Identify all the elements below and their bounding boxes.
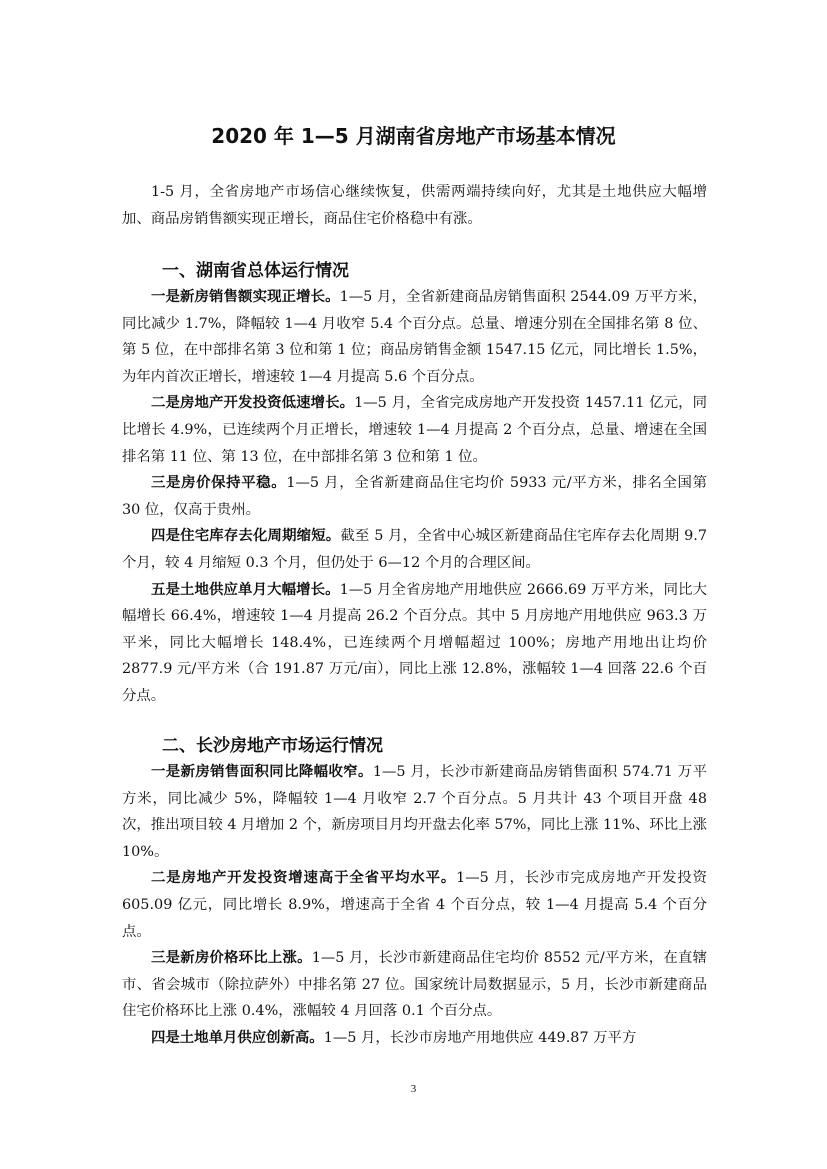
section-heading-hunan: 一、湖南省总体运行情况 <box>162 261 349 281</box>
document-title: 2020 年 1—5 月湖南省房地产市场基本情况 <box>211 124 616 148</box>
paragraph-text: 截至 5 月，全省中心城区新建商品住宅库存去化周期 9.7 个月，较 4 月缩短 0.3 个月，但仍处于 6—12 个月的合理区间。 <box>122 528 707 571</box>
paragraph-sales-area <box>122 759 707 865</box>
paragraph-sales-amount <box>122 284 707 390</box>
paragraph-land-supply <box>122 577 707 710</box>
intro-paragraph: 1-5 月，全省房地产市场信心继续恢复，供需两端持续向好，尤其是土地供应大幅增加、商品房销售额实现正增长，商品住宅价格稳中有涨。 <box>122 184 707 227</box>
paragraph-price <box>122 470 707 523</box>
paragraph-text: 1—5 月，长沙市完成房地产开发投资 605.09 亿元，同比增长 8.9%，增速高于全省 4 个百分点，较 1—4 月提高 5.4 个百分点。 <box>122 870 707 940</box>
paragraph-lead: 三是房价保持平稳。 <box>151 475 287 492</box>
paragraph-lead: 二是房地产开发投资低速增长。 <box>151 395 355 412</box>
paragraph-text: 1—5 月，全省新建商品住宅均价 5933 元/平方米，排名全国第 30 位，仅高于贵州。 <box>122 475 707 518</box>
paragraph-lead: 五是土地供应单月大幅增长。 <box>151 581 340 598</box>
paragraph-lead: 三是新房价格环比上涨。 <box>151 950 312 967</box>
paragraph-investment <box>122 390 707 470</box>
section-body-changsha <box>122 759 707 1052</box>
paragraph-lead: 一是新房销售额实现正增长。 <box>151 289 340 305</box>
paragraph-text: 1—5 月，长沙市房地产用地供应 449.87 万平方 <box>323 1029 637 1046</box>
paragraph-text: 1—5 月，长沙市新建商品房销售面积 574.71 万平方米，同比减少 5%，降幅较 1—4 月收窄 2.7 个百分点。5 月共计 43 个项目开盘 48 次，推出项目较 4 月增加 2 个，新房项目月均开盘去化率 57%，同比上涨 11%、环比上涨 10%。 <box>122 764 707 860</box>
section-heading-changsha: 二、长沙房地产市场运行情况 <box>162 736 383 756</box>
paragraph-text: 1—5 月，全省完成房地产开发投资 1457.11 亿元，同比增长 4.9%，已连续两个月正增长，增速较 1—4 月提高 2 个百分点，总量、增速在全国排名第 11 位、第 13 位，在中部排名第 3 位和第 1 位。 <box>122 395 707 465</box>
paragraph-land-supply <box>122 1025 707 1052</box>
paragraph-lead: 二是房地产开发投资增速高于全省平均水平。 <box>151 870 457 887</box>
paragraph-lead: 四是土地单月供应创新高。 <box>151 1029 324 1046</box>
section-body-hunan <box>122 284 707 710</box>
paragraph-lead: 四是住宅库存去化周期缩短。 <box>151 528 341 545</box>
paragraph-price <box>122 945 707 1025</box>
paragraph-lead: 一是新房销售面积同比降幅收窄。 <box>151 764 373 780</box>
paragraph-text: 1—5 月，全省新建商品房销售面积 2544.09 万平方米，同比减少 1.7%，降幅较 1—4 月收窄 5.4 个百分点。总量、增速分别在全国排名第 8 位、第 5 位，在中部排名第 3 位和第 1 位；商品房销售金额 1547.15 亿元，同比增长 1.5%，为年内首次正增长，增速较 1—4 月提高 5.6 个百分点。 <box>122 289 707 385</box>
paragraph-inventory <box>122 523 707 576</box>
paragraph-investment <box>122 865 707 945</box>
paragraph-text: 1—5 月，长沙市新建商品住宅均价 8552 元/平方米，在直辖市、省会城市（除拉萨外）中排名第 27 位。国家统计局数据显示，5 月，长沙市新建商品住宅价格环比上涨 0.4%，涨幅较 4 月回落 0.1 个百分点。 <box>122 950 707 1020</box>
paragraph-text: 1—5 月全省房地产用地供应 2666.69 万平方米，同比大幅增长 66.4%，增速较 1—4 月提高 26.2 个百分点。其中 5 月房地产用地供应 963.3 万平米，同比大幅增长 148.4%，已连续两个月增幅超过 100%；房地产用地出让均价 2877.9 元/平方米（合 191.87 万元/亩），同比上涨 12.8%，涨幅较 1—4 回落 22.6 个百分点。 <box>122 581 707 704</box>
page-number: 3 <box>410 1083 417 1095</box>
